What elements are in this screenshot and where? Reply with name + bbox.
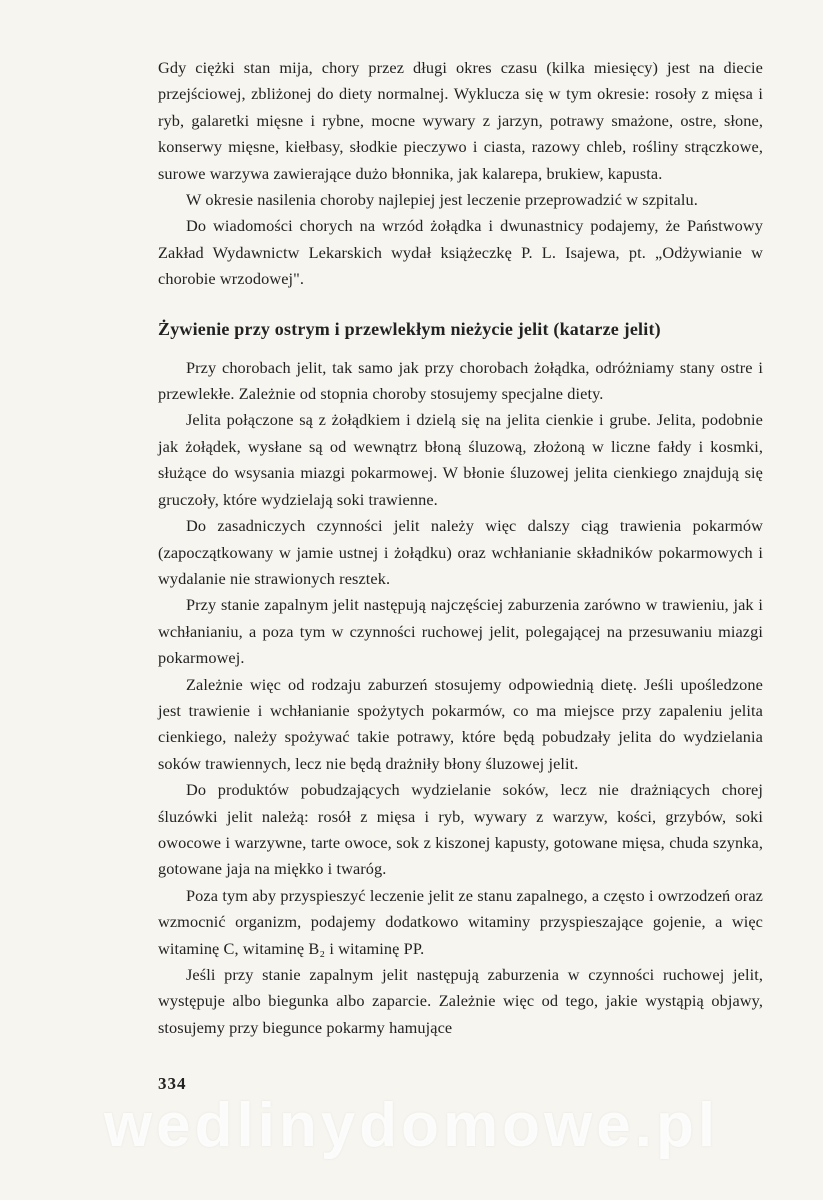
page-body <box>158 55 763 1041</box>
watermark: wedlinydomowe.pl <box>103 1091 720 1160</box>
paragraph: Do produktów pobudzających wydzielanie soków, lecz nie drażniących chorej śluzówki jelit należą: rosół z mięsa i ryb, wywary z warzyw, kości, grzybów, soki owocowe i warzywne, tarte owoce, sok z kiszonej kapusty, gotowane mięsa, chuda szynka, gotowane jaja na miękko i twaróg. <box>158 780 763 879</box>
page-number: 334 <box>158 1074 187 1093</box>
paragraph: Jelita połączone są z żołądkiem i dzielą się na jelita cienkie i grube. Jelita, podobnie jak żołądek, wysłane są od wewnątrz błoną śluzową, złożoną w liczne fałdy i kosmki, służące do wsysania miazgi pokarmowej. W błonie śluzowej jelita cienkiego znajdują się gruczoły, które wydzielają soki trawienne. <box>158 410 763 509</box>
paragraph: Poza tym aby przyspieszyć leczenie jelit ze stanu zapalnego, a często i owrzodzeń oraz wzmocnić organizm, podajemy dodatkowo witaminy przyspieszające gojenie, a więc witaminę C, witaminę B₂ i witaminę PP. <box>158 885 763 958</box>
paragraph: Jeśli przy stanie zapalnym jelit następują zaburzenia w czynności ruchowej jelit, występuje albo biegunka albo zaparcie. Zależnie więc od tego, jakie wystąpią objawy, stosujemy przy biegunce pokarmy hamujące <box>158 965 763 1037</box>
paragraph: W okresie nasilenia choroby najlepiej jest leczenie przeprowadzić w szpitalu. <box>186 190 698 210</box>
paragraph: Zależnie więc od rodzaju zaburzeń stosujemy odpowiednią dietę. Jeśli upośledzone jest trawienie i wchłanianie spożytych pokarmów, co ma miejsce przy zapaleniu jelita cienkiego, należy spożywać takie potrawy, które będą pobudzały jelita do wydzielania soków trawiennych, lecz nie będą drażniły błony śluzowej jelit. <box>158 674 763 773</box>
paragraph: Przy chorobach jelit, tak samo jak przy chorobach żołądka, odróżniamy stany ostre i przewlekłe. Zależnie od stopnia choroby stosujemy specjalne diety. <box>158 357 763 404</box>
paragraph: Przy stanie zapalnym jelit następują najczęściej zaburzenia zarówno w trawieniu, jak i wchłanianiu, a poza tym w czynności ruchowej jelit, polegającej na przesuwaniu miazgi pokarmowej. <box>158 595 763 668</box>
section-heading: Żywienie przy ostrym i przewlekłym nieżycie jelit (katarze jelit) <box>158 318 661 339</box>
paragraph: Do wiadomości chorych na wrzód żołądka i dwunastnicy podajemy, że Państwowy Zakład Wydawnictw Lekarskich wydał książeczkę P. L. Isajewa, pt. „Odżywianie w chorobie wrzodowej". <box>158 216 763 289</box>
paragraph: Do zasadniczych czynności jelit należy więc dalszy ciąg trawienia pokarmów (zapoczątkowany w jamie ustnej i żołądku) oraz wchłanianie składników pokarmowych i wydalanie nie strawionych resztek. <box>158 516 763 588</box>
paragraph-continued: Gdy ciężki stan mija, chory przez długi okres czasu (kilka miesięcy) jest na diecie przejściowej, zbliżonej do diety normalnej. Wyklucza się w tym okresie: rosoły z mięsa i ryb, galaretki mięsne i rybne, mocne wywary z jarzyn, potrawy smażone, ostre, słone, konserwy mięsne, kiełbasy, słodkie pieczywo i ciasta, razowy chleb, rośliny strączkowe, surowe warzywa zawierające dużo błonnika, jak kalarepa, brukiew, kapusta. <box>158 58 763 183</box>
